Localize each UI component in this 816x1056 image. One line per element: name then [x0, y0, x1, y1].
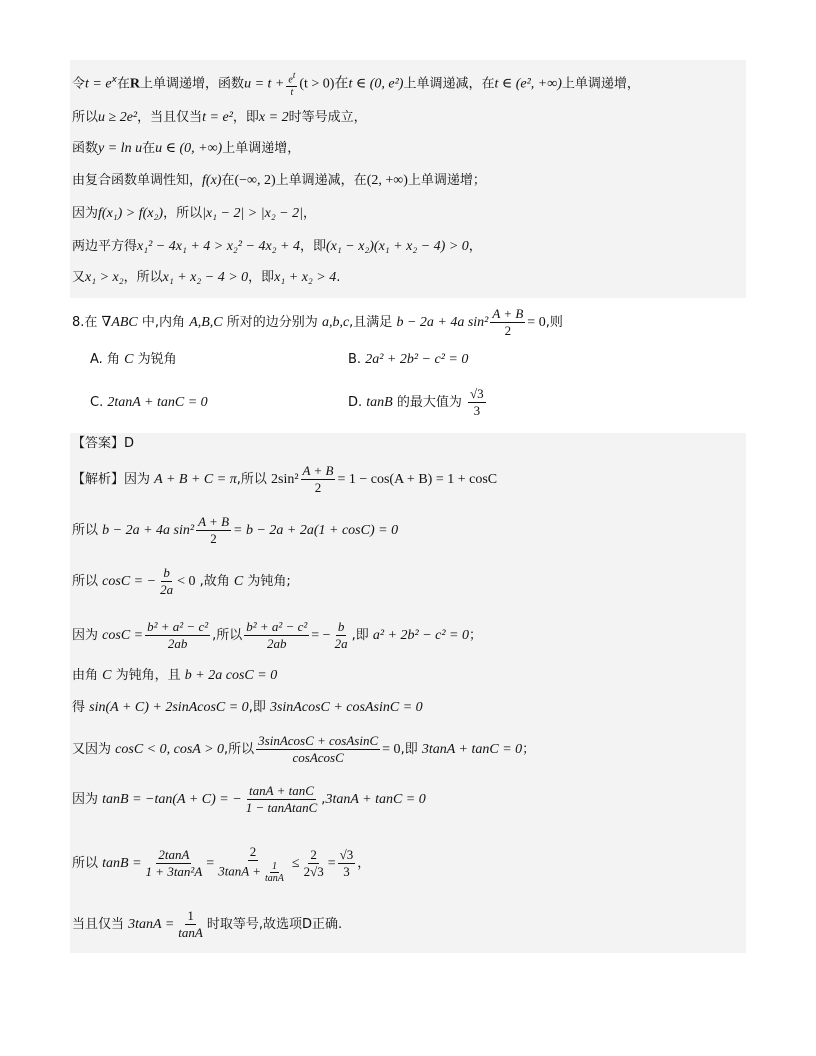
solution-line-3: 函数y = ln u在u ∈ (0, +∞)上单调递增， [72, 141, 301, 156]
option-c: C. 2tanA + tanC = 0 [90, 395, 208, 410]
analysis-line-1: 【解析】因为 A + B + C = π,所以 2sin² $\frac{A + B}{2}$ = 1 − cos(A + B) = 1 + cosC [72, 463, 498, 495]
fraction: $\frac{\text{b² + a² − c²}}{2ab}$ [246, 619, 308, 651]
solution-line-4: 由复合函数单调性知，f(x)在(−∞, 2)上单调递减，在(2, +∞)上单调递增； [72, 173, 486, 188]
analysis-line-10: 当且仅当 3tanA = $\frac{1}{\tan A}$ 时取等号,故选项D正确. [72, 908, 343, 940]
answer-label: 【答案】D [72, 436, 135, 451]
analysis-line-8: 因为 tanB = −tan(A + C) = − $\frac{\tan A + \tan C}{\text{1 − tanAtanC}}$ ,3tanA + tanC = 0 [72, 783, 426, 815]
fraction: $\frac{2\tan A}{\text{1 + 3tan²A}}$ [145, 847, 203, 879]
fraction: $\frac{A + B}{2}$ [492, 306, 524, 338]
fraction: $\frac{2}{2√3}$ [303, 847, 324, 879]
solution-line-6: 两边平方得x₁² − 4x₁ + 4 > x₂² − 4x₂ + 4，即(x₁ − x₂)(x₁ + x₂ − 4) > 0， [72, 239, 482, 254]
fraction: $\frac{√3}{3}$ [339, 847, 354, 879]
analysis-line-4: 因为 cosC = $\frac{\text{b² + a² − c²}}{2ab}$ ,所以 $\frac{\text{b² + a² − c²}}{2ab}$ = − $\frac{b}{2a}$ ,即 a² + 2b² − c² = 0； [72, 619, 483, 651]
analysis-line-9: 所以 tanB = $\frac{2\tan A}{\text{1 + 3tan²A}}$ = 2 3tanA + $\frac{1}{\tan A}$ ≤ $\frac{2}{2√3}$ = $\frac{√3}{3}$ ， [72, 843, 371, 884]
fraction: $\frac{A + B}{2}$ [302, 463, 334, 495]
analysis-line-2: 所以 b − 2a + 4a sin² $\frac{A + B}{2}$ = b − 2a + 2a(1 + cosC) = 0 [72, 514, 399, 546]
fraction: $\frac{\text{b² + a² − c²}}{2ab}$ [147, 619, 209, 651]
analysis-line-3: 所以 cosC = − $\frac{b}{2a}$ < 0 ,故角 C 为钝角; [72, 565, 291, 597]
fraction: $\frac{b}{2a}$ [160, 565, 174, 597]
option-b: B. 2a² + 2b² − c² = 0 [348, 352, 469, 367]
fraction: 2 3tanA + $\frac{1}{\tan A}$ [218, 843, 284, 884]
solution-line-2: 所以u ≥ 2e²，当且仅当t = e²，即x = 2时等号成立， [72, 110, 367, 125]
fraction: $\frac{\tan A + \tan C}{\text{1 − tanAtanC}}$ [245, 783, 318, 815]
fraction: $\frac{\text{3sinAcosC + cosAsinC}}{\text{cosAcosC}}$ [258, 733, 379, 765]
fraction: $\frac{A + B}{2}$ [198, 514, 230, 546]
analysis-line-7: 又因为 cosC < 0, cosA > 0,所以 $\frac{\text{3sinAcosC + cosAsinC}}{\text{cosAcosC}}$ = 0,即 3tanA + tanC = 0； [72, 733, 536, 765]
option-d: D. tanB 的最大值为 $\frac{√3}{3}$ [348, 386, 484, 418]
question-stem: 8.在 ∇ABC 中,内角 A,B,C 所对的边分别为 a,b,c,且满足 b − 2a + 4a sin² $\frac{A + B}{2}$ = 0,则 [72, 306, 563, 338]
fraction: $\frac{√3}{3}$ [470, 386, 484, 418]
analysis-line-6: 得 sin(A + C) + 2sinAcosC = 0,即 3sinAcosC + cosAsinC = 0 [72, 700, 423, 715]
solution-line-7: 又x₁ > x₂，所以x₁ + x₂ − 4 > 0，即x₁ + x₂ > 4. [72, 270, 341, 285]
fraction: $\frac{b}{2a}$ [334, 619, 348, 651]
solution-line-1: 令$t = e^x$在R上单调递增，函数u = t + $\frac{e^t}{t}$ (t > 0)在t ∈ (0, e²)上单调递减，在t ∈ (e², +∞)上单调递增， [72, 70, 640, 98]
fraction: $\frac{1}{\tan A}$ [265, 860, 284, 884]
analysis-line-5: 由角 C 为钝角，且 b + 2a cosC = 0 [72, 668, 278, 683]
fraction: $\frac{e^t}{t}$ [288, 70, 296, 98]
solution-line-5: 因为f(x₁) > f(x₂)，所以|x₁ − 2| > |x₂ − 2|， [72, 206, 316, 221]
fraction: $\frac{1}{\tan A}$ [178, 908, 203, 940]
option-a: A. 角 C 为锐角 [90, 352, 177, 367]
